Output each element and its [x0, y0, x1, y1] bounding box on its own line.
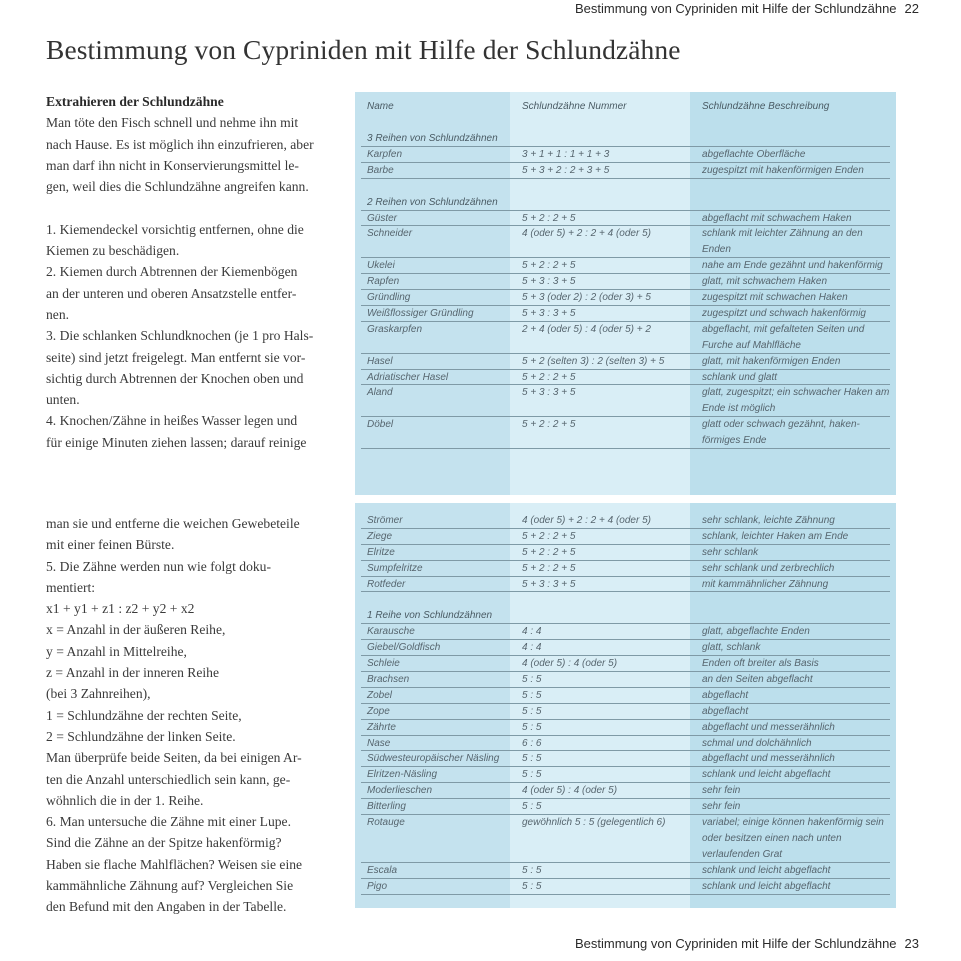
table-row: [361, 226, 890, 258]
teeth-description: schmal und dolchähnlich: [702, 737, 812, 749]
fish-name: Nase: [367, 737, 391, 749]
fish-name: Ziege: [367, 530, 393, 542]
fish-name: Moderlieschen: [367, 785, 433, 797]
text-line: man sie und entferne die weichen Gewebeteile: [46, 516, 300, 531]
text-line: sichtig durch Abtrennen der Knochen oben und: [46, 370, 304, 386]
text-line: Man überprüfe beide Seiten, da bei einigen Ar-: [46, 750, 302, 766]
text-line: x = Anzahl in der äußeren Reihe,: [46, 622, 226, 638]
table-row: [361, 545, 890, 561]
teeth-formula: 4 : 4: [522, 642, 542, 654]
fish-name: Schleie: [367, 658, 400, 670]
teeth-formula: 4 (oder 5) + 2 : 2 + 4 (oder 5): [522, 228, 651, 240]
section-spacer: [355, 592, 896, 608]
text-line: ten die Anzahl unterschiedlich sein kann, ge-: [46, 771, 291, 787]
text-line: kammähnliche Zähnung auf? Vergleichen Sie: [46, 878, 294, 894]
text-line: 1 = Schlundzähne der rechten Seite,: [46, 707, 242, 723]
teeth-formula: 5 + 3 : 3 + 5: [522, 307, 576, 319]
header-number: Schlundzähne Nummer: [522, 101, 627, 112]
teeth-formula: 4 (oder 5) : 4 (oder 5): [522, 785, 618, 797]
table-row: [361, 672, 890, 688]
teeth-formula: 5 + 2 : 2 + 5: [522, 530, 576, 542]
table-row: [361, 306, 890, 322]
table-row: [361, 354, 890, 370]
fish-name: Sumpfelritze: [367, 562, 423, 574]
text-line: 3. Die schlanken Schlundknochen (je 1 pro Hals-: [46, 328, 314, 344]
table-row: [361, 147, 890, 163]
teeth-description: abgeflacht, mit gefalteten Seiten und Furche auf Mahlfläche: [702, 323, 865, 351]
teeth-description: abgeflacht und messerähnlich: [702, 753, 835, 765]
table-row: [361, 815, 890, 863]
table-row: [361, 258, 890, 274]
teeth-description: schlank und leicht abgeflacht: [702, 769, 831, 781]
teeth-description: sehr fein: [702, 801, 741, 813]
table-row: [361, 799, 890, 815]
text-line: gen, weil dies die Schlundzähne angreifen kann.: [46, 179, 309, 195]
fish-name: Rotfeder: [367, 578, 406, 590]
table-row: [361, 736, 890, 752]
text-line: nen.: [46, 306, 70, 322]
teeth-description: schlank und glatt: [702, 371, 778, 383]
text-line: unten.: [46, 392, 80, 408]
text-line: wöhnlich die in der 1. Reihe.: [46, 792, 204, 808]
text-line: 2 = Schlundzähne der linken Seite.: [46, 728, 236, 744]
teeth-formula: 5 + 3 : 3 + 5: [522, 387, 576, 399]
table-row: [361, 561, 890, 577]
text-line: Haben sie flache Mahlflächen? Weisen sie eine: [46, 856, 303, 872]
table-row: [361, 751, 890, 767]
table-row: [361, 163, 890, 179]
text-line: mentiert:: [46, 579, 96, 595]
teeth-formula: 5 + 3 + 2 : 2 + 3 + 5: [522, 164, 610, 176]
teeth-formula: 3 + 1 + 1 : 1 + 1 + 3: [522, 148, 610, 160]
fish-name: Bitterling: [367, 801, 406, 813]
teeth-description: sehr schlank, leichte Zähnung: [702, 515, 835, 526]
header-name: Name: [367, 101, 394, 112]
text-line: Man töte den Fisch schnell und nehme ihn mit: [46, 115, 299, 131]
fish-name: Rotauge: [367, 817, 405, 829]
teeth-description: zugespitzt und schwach hakenförmig: [702, 307, 866, 319]
teeth-description: abgeflachte Oberfläche: [702, 148, 806, 160]
fish-name: Graskarpfen: [367, 323, 423, 335]
text-line: mit einer feinen Bürste.: [46, 537, 175, 553]
fish-name: Brachsen: [367, 674, 410, 686]
teeth-description: abgeflacht und messerähnlich: [702, 721, 835, 733]
section-heading: Extrahieren der Schlundzähne: [46, 94, 224, 109]
text-line: 1. Kiemendeckel vorsichtig entfernen, ohne die: [46, 221, 304, 237]
text-line: z = Anzahl in der inneren Reihe: [46, 665, 219, 681]
fish-name: Döbel: [367, 419, 394, 431]
text-line: nach Hause. Es ist möglich ihn einzufrieren, aber: [46, 136, 314, 152]
table-row: [361, 767, 890, 783]
table-section-label: 3 Reihen von Schlundzähnen: [361, 131, 890, 147]
fish-name: Rapfen: [367, 276, 400, 288]
table-row: [361, 688, 890, 704]
teeth-description: schlank und leicht abgeflacht: [702, 880, 831, 892]
fish-name: Adriatischer Hasel: [367, 371, 449, 383]
teeth-formula: 4 (oder 5) + 2 : 2 + 4 (oder 5): [522, 515, 651, 526]
table-section-label: 2 Reihen von Schlundzähnen: [361, 195, 890, 211]
teeth-formula: 5 : 5: [522, 753, 542, 765]
fish-name: Escala: [367, 864, 398, 876]
teeth-formula: 5 + 2 : 2 + 5: [522, 546, 576, 558]
fish-name: Strömer: [367, 515, 403, 526]
teeth-formula: 6 : 6: [522, 737, 542, 749]
table-row: [361, 656, 890, 672]
teeth-description: zugespitzt mit hakenförmigen Enden: [702, 164, 864, 176]
teeth-formula: 5 : 5: [522, 864, 542, 876]
teeth-formula: 5 : 5: [522, 705, 542, 717]
teeth-description: schlank, leichter Haken am Ende: [702, 530, 849, 542]
fish-name: Karausche: [367, 626, 415, 638]
table-row: [361, 640, 890, 656]
teeth-description: glatt, schlank: [702, 642, 761, 654]
teeth-formula: gewöhnlich 5 : 5 (gelegentlich 6): [522, 817, 666, 829]
text-line: man darf ihn nicht in Konservierungsmittel le-: [46, 157, 299, 173]
table-panel-2: [355, 503, 896, 908]
teeth-description: Enden oft breiter als Basis: [702, 658, 819, 670]
fish-name: Weißflossiger Gründling: [367, 307, 474, 319]
fish-name: Karpfen: [367, 148, 403, 160]
text-line: für einige Minuten ziehen lassen; darauf reinige: [46, 434, 307, 450]
table-row: [361, 290, 890, 306]
teeth-description: an den Seiten abgeflacht: [702, 674, 813, 686]
teeth-description: zugespitzt mit schwachen Haken: [702, 292, 848, 304]
paragraph-gap: [46, 197, 338, 218]
teeth-formula: 4 : 4: [522, 626, 542, 638]
teeth-description: sehr schlank: [702, 546, 759, 558]
fish-name: Aland: [367, 387, 393, 399]
teeth-formula: 5 : 5: [522, 689, 542, 701]
teeth-description: glatt, abgeflachte Enden: [702, 626, 810, 638]
running-head-title: Bestimmung von Cypriniden mit Hilfe der Schlundzähne: [574, 936, 897, 951]
fish-name: Elritze: [367, 546, 395, 558]
teeth-formula: 5 + 3 : 3 + 5: [522, 578, 576, 590]
table-section-label: 1 Reihe von Schlundzähnen: [361, 608, 890, 624]
teeth-description: nahe am Ende gezähnt und hakenförmig: [702, 260, 883, 272]
fish-name: Elritzen-Näsling: [367, 769, 438, 781]
text-line: x1 + y1 + z1 : z2 + y2 + x2: [46, 601, 195, 617]
table-row: [361, 211, 890, 227]
text-column-2: [46, 513, 338, 918]
table-header: [361, 101, 890, 119]
table-row: [361, 322, 890, 354]
text-line: an der unteren und oberen Ansatzstelle entfer-: [46, 285, 297, 301]
text-line: (bei 3 Zahnreihen),: [46, 686, 151, 702]
table-row: [361, 385, 890, 417]
teeth-description: sehr schlank und zerbrechlich: [702, 562, 835, 574]
table-panel-1: [355, 92, 896, 495]
teeth-formula: 5 + 2 : 2 + 5: [522, 212, 576, 224]
table-row: [361, 720, 890, 736]
text-line: y = Anzahl in Mittelreihe,: [46, 643, 187, 659]
teeth-description: abgeflacht mit schwachem Haken: [702, 212, 852, 224]
table-row: [361, 879, 890, 895]
fish-name: Hasel: [367, 355, 393, 367]
table-row: [361, 783, 890, 799]
running-head-title: Bestimmung von Cypriniden mit Hilfe der Schlundzähne: [574, 1, 897, 16]
table-row: [361, 370, 890, 386]
teeth-formula: 5 + 2 : 2 + 5: [522, 419, 576, 431]
fish-name: Barbe: [367, 164, 394, 176]
page-number: 23: [904, 936, 919, 951]
section-spacer: [355, 179, 896, 195]
teeth-description: glatt, mit schwachem Haken: [702, 276, 828, 288]
text-line: 5. Die Zähne werden nun wie folgt doku-: [46, 558, 271, 574]
teeth-formula: 5 : 5: [522, 801, 542, 813]
teeth-description: abgeflacht: [702, 705, 749, 717]
fish-name: Güster: [367, 212, 398, 224]
teeth-formula: 4 (oder 5) : 4 (oder 5): [522, 658, 618, 670]
fish-name: Gründling: [367, 292, 411, 304]
teeth-formula: 5 : 5: [522, 721, 542, 733]
teeth-formula: 2 + 4 (oder 5) : 4 (oder 5) + 2: [522, 323, 651, 335]
table-row: [361, 529, 890, 545]
text-line: seite) sind jetzt freigelegt. Man entfernt sie vor-: [46, 349, 306, 365]
running-head-bottom: [575, 936, 919, 951]
teeth-formula: 5 + 2 : 2 + 5: [522, 371, 576, 383]
teeth-description: schlank und leicht abgeflacht: [702, 864, 831, 876]
fish-name: Zährte: [367, 721, 396, 733]
fish-name: Pigo: [367, 880, 388, 892]
teeth-formula: 5 + 3 : 3 + 5: [522, 276, 576, 288]
teeth-description: variabel; einige können hakenförmig sein oder besitzen einen nach unten verlaufenden Grat: [702, 817, 884, 860]
teeth-description: glatt, zugespitzt; ein schwacher Haken am Ende ist möglich: [702, 387, 890, 415]
table-row: [361, 624, 890, 640]
text-line: den Befund mit den Angaben in der Tabelle.: [46, 899, 287, 915]
page-number: 22: [904, 1, 919, 16]
header-description: Schlundzähne Beschreibung: [702, 101, 830, 112]
text-line: Kiemen zu beschädigen.: [46, 243, 180, 259]
fish-name: Zobel: [367, 689, 393, 701]
teeth-description: sehr fein: [702, 785, 741, 797]
teeth-formula: 5 + 2 (selten 3) : 2 (selten 3) + 5: [522, 355, 665, 367]
teeth-formula: 5 : 5: [522, 769, 542, 781]
teeth-formula: 5 : 5: [522, 880, 542, 892]
running-head-top: [575, 1, 919, 16]
table-row: [361, 513, 890, 529]
table-row: [361, 417, 890, 449]
table-row: [361, 274, 890, 290]
fish-name: Südwesteuropäischer Näsling: [367, 753, 500, 765]
teeth-formula: 5 : 5: [522, 674, 542, 686]
fish-name: Schneider: [367, 228, 413, 240]
text-line: 6. Man untersuche die Zähne mit einer Lupe.: [46, 814, 291, 830]
text-line: 2. Kiemen durch Abtrennen der Kiemenbögen: [46, 264, 298, 280]
teeth-formula: 5 + 3 (oder 2) : 2 (oder 3) + 5: [522, 292, 651, 304]
teeth-description: glatt oder schwach gezähnt, haken-förmiges Ende: [702, 419, 860, 447]
table-row: [361, 863, 890, 879]
table-row: [361, 577, 890, 593]
teeth-description: abgeflacht: [702, 689, 749, 701]
teeth-description: glatt, mit hakenförmigen Enden: [702, 355, 841, 367]
fish-name: Giebel/Goldfisch: [367, 642, 441, 654]
teeth-description: mit kammähnlicher Zähnung: [702, 578, 829, 590]
teeth-formula: 5 + 2 : 2 + 5: [522, 260, 576, 272]
page-title: Bestimmung von Cypriniden mit Hilfe der Schlundzähne: [46, 34, 681, 65]
teeth-formula: 5 + 2 : 2 + 5: [522, 562, 576, 574]
text-column-1: [46, 91, 338, 453]
text-line: Sind die Zähne an der Spitze hakenförmig?: [46, 835, 282, 851]
text-line: 4. Knochen/Zähne in heißes Wasser legen und: [46, 413, 298, 429]
fish-name: Zope: [367, 705, 390, 717]
teeth-description: schlank mit leichter Zähnung an den Enden: [702, 228, 863, 256]
fish-name: Ukelei: [367, 260, 395, 272]
table-row: [361, 704, 890, 720]
